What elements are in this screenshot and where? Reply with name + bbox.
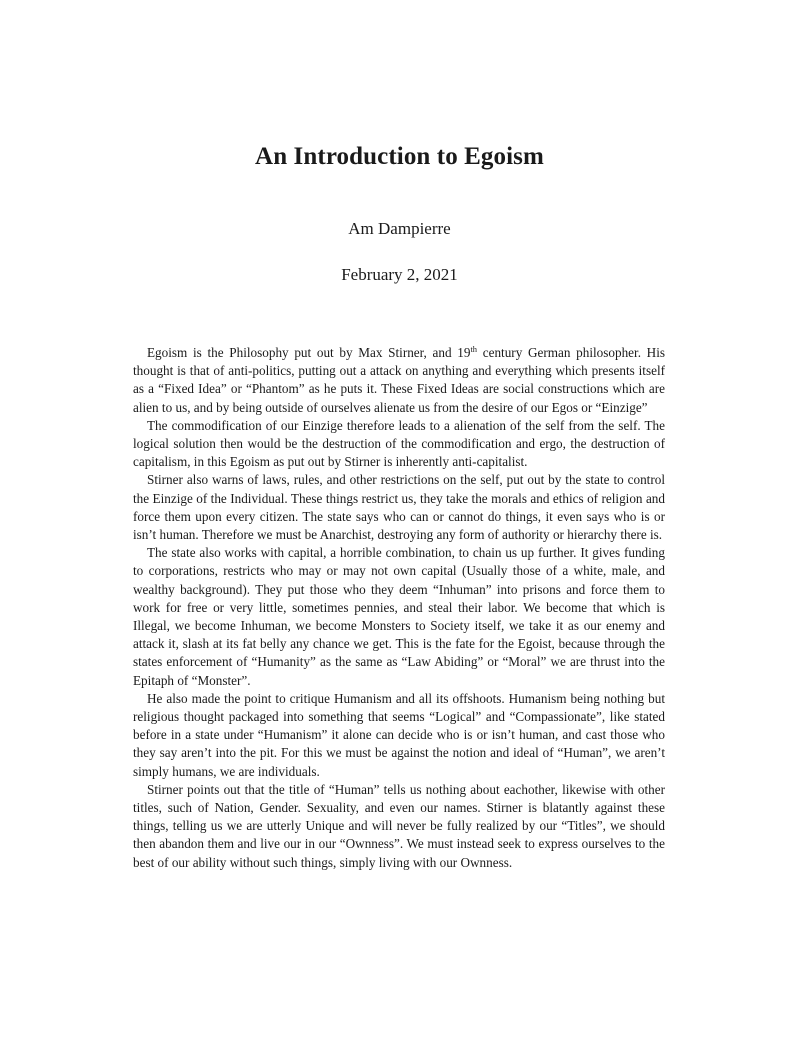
paragraph-1-text-end: century German philosopher. His thought is that of anti-politics, putting out a attack on anything and everything which presents itself as a “Fixed Idea” or “Phantom” as he puts it. These Fixed Ideas are social constructions which are alien to us, and by being outside of ourselves alienate us from the desire of our Egos or “Einzige” (133, 345, 666, 415)
paragraph-2: The commodification of our Einzige therefore leads to a alienation of the self from the self. The logical solution then would be the destruction of the commodification and ergo, the destruction of capitalism, in this Egoism as put out by Stirner is inherently anti-capitalist. (133, 417, 665, 470)
document-body (133, 344, 665, 872)
document-author: Am Dampierre (348, 219, 451, 238)
paragraph-4: The state also works with capital, a horrible combination, to chain us up further. It gives funding to corporations, restricts who may or may not own capital (Usually those of a white, male, and wealthy background). They put those who they deem “Inhuman” into prisons and force them to work for free or very little, sometimes pennies, and steal their labor. We become that which is Illegal, we become Inhuman, we become Monsters to Society itself, we take it as our enemy and attack it, slash at its fat belly any chance we get. This is the fate for the Egoist, because through the states enforcement of “Humanity” as the same as “Law Abiding” or “Moral” we are thrust into the Epitaph of “Monster”. (133, 545, 665, 688)
document-title: An Introduction to Egoism (255, 143, 544, 170)
document-date: February 2, 2021 (341, 265, 458, 284)
paragraph-6: Stirner points out that the title of “Human” tells us nothing about eachother, likewise with other titles, such of Nation, Gender. Sexuality, and even our names. Stirner is blatantly against these things, telling us we are utterly Unique and will never be fully realized by our “Titles”, we should then abandon them and live our in our “Ownness”. We must instead seek to express ourselves to the best of our ability without such things, simply living with our Ownness. (133, 781, 665, 870)
paragraph-1 (133, 344, 665, 417)
ordinal-superscript: th (470, 344, 478, 354)
paragraph-5: He also made the point to critique Humanism and all its offshoots. Humanism being nothing but religious thought packaged into something that seems “Logical” and “Compassionate”, like stated before in a state under “Humanism” it alone can decide who is or isn’t human, and cast those who they say aren’t into the pit. For this we must be against the notion and ideal of “Human”, we aren’t simply humans, we are individuals. (133, 690, 665, 779)
paragraph-3: Stirner also warns of laws, rules, and other restrictions on the self, put out by the state to control the Einzige of the Individual. These things restrict us, they take the morals and ethics of religion and force them upon every citizen. The state says who can or cannot do things, it even says who is or isn’t human. Therefore we must be Anarchist, destroying any form of authority or hierarchy there is. (133, 472, 665, 543)
paragraph-1-text-start: Egoism is the Philosophy put out by Max Stirner, and 19 (147, 345, 471, 360)
